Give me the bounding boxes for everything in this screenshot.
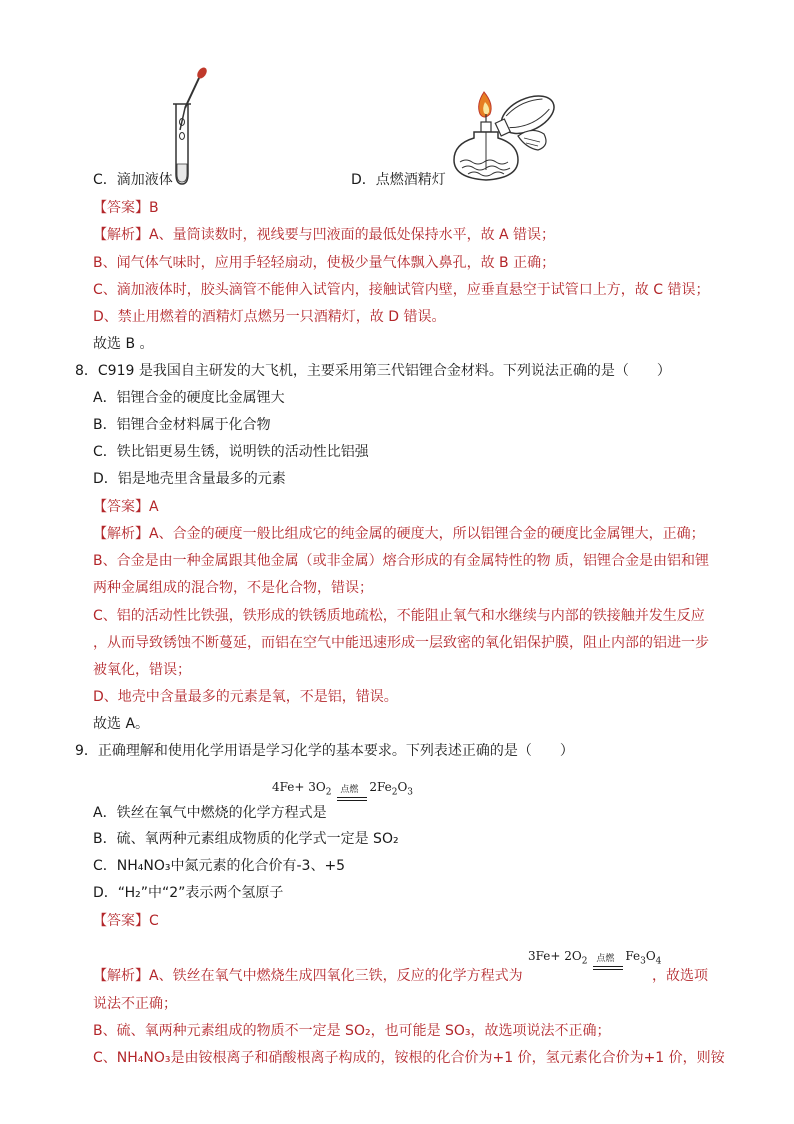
q9-equation-2: $3Fe+ 2O_2$ 点燃 $Fe_3O_4$ [528,949,661,966]
reaction-condition: 点燃 [596,954,615,964]
q9-analysis-line: B、硫、氧两种元素组成的物质不一定是 SO₂，也可能是 SO₃，故选项说法不正确； [93,1023,611,1039]
q8-answer: 【答案】A [93,499,159,515]
q7-option-d: D．点燃酒精灯 [351,172,446,188]
reaction-condition: 点燃 [340,785,359,795]
q7-conclusion: 故选 B 。 [93,336,154,352]
q7-answer: 【答案】B [93,200,159,216]
q9-analysis-line: 【解析】A、铁丝在氧气中燃烧生成四氧化三铁，反应的化学方程式为 [93,968,523,984]
q9-answer: 【答案】C [93,913,159,929]
q9-option-d: D．“H₂”中“2”表示两个氢原子 [93,885,284,901]
q9-option-a: A．铁丝在氧气中燃烧的化学方程式是 [93,805,327,821]
q7-option-c: C．滴加液体 [93,172,173,188]
q8-option-b: B．铝锂合金材料属于化合物 [93,417,271,433]
q9-analysis-line: 说法不正确； [93,996,177,1012]
q9-option-c: C．NH₄NO₃中氮元素的化合价有-3、+5 [93,858,346,874]
q8-analysis-line: C、铝的活动性比铁强，铁形成的铁锈质地疏松，不能阻止氧气和水继续与内部的铁接触并发生反应 [93,608,705,624]
q8-analysis-line: 两种金属组成的混合物，不是化合物，错误； [93,580,373,596]
q8-analysis-line: D、地壳中含量最多的元素是氧，不是铝，错误。 [93,689,398,705]
q8-option-c: C．铁比铝更易生锈，说明铁的活动性比铝强 [93,444,369,460]
q8-option-a: A．铝锂合金的硬度比金属锂大 [93,390,285,406]
q8-option-d: D．铝是地壳里含量最多的元素 [93,471,286,487]
q7-analysis-line: 【解析】A、量筒读数时，视线要与凹液面的最低处保持水平，故 A 错误； [93,227,556,243]
q7-analysis-line: B、闻气体气味时，应用手轻轻扇动，使极少量气体飘入鼻孔，故 B 正确； [93,255,556,271]
q9-stem: 9．正确理解和使用化学用语是学习化学的基本要求。下列表述正确的是（ ） [75,743,574,759]
q9-analysis-line: C、NH₄NO₃是由铵根离子和硝酸根离子构成的，铵根的化合价为+1 价，氢元素化合价为+1 价，则铵 [93,1050,725,1066]
q9-analysis-line-tail: ，故选项 [652,968,708,984]
q7-analysis-line: C、滴加液体时，胶头滴管不能伸入试管内，接触试管内壁，应垂直悬空于试管口上方，故 C 错误； [93,282,710,298]
q8-analysis-line: 【解析】A、合金的硬度一般比组成它的纯金属的硬度大，所以铝锂合金的硬度比金属锂大，正确； [93,526,705,542]
q9-option-b: B．硫、氧两种元素组成物质的化学式一定是 SO₂ [93,831,399,847]
test-tube-dropper-illustration [168,64,218,189]
q9-equation-1: $4Fe+ 3O_2$ 点燃 $2Fe_2O_3$ [272,780,413,797]
q8-analysis-line: ，从而导致锈蚀不断蔓延，而铝在空气中能迅速形成一层致密的氧化铝保护膜，阻止内部的铝进一步 [93,635,709,651]
q8-analysis-line: 被氧化，错误； [93,662,191,678]
q8-stem: 8．C919 是我国自主研发的大飞机，主要采用第三代铝锂合金材料。下列说法正确的是（ ） [75,363,671,379]
alcohol-lamp-illustration [440,86,560,191]
q8-analysis-line: B、合金是由一种金属跟其他金属（或非金属）熔合形成的有金属特性的物 质，铝锂合金是由铝和锂 [93,553,710,569]
q8-conclusion: 故选 A。 [93,716,150,732]
q7-analysis-line: D、禁止用燃着的酒精灯点燃另一只酒精灯，故 D 错误。 [93,309,446,325]
